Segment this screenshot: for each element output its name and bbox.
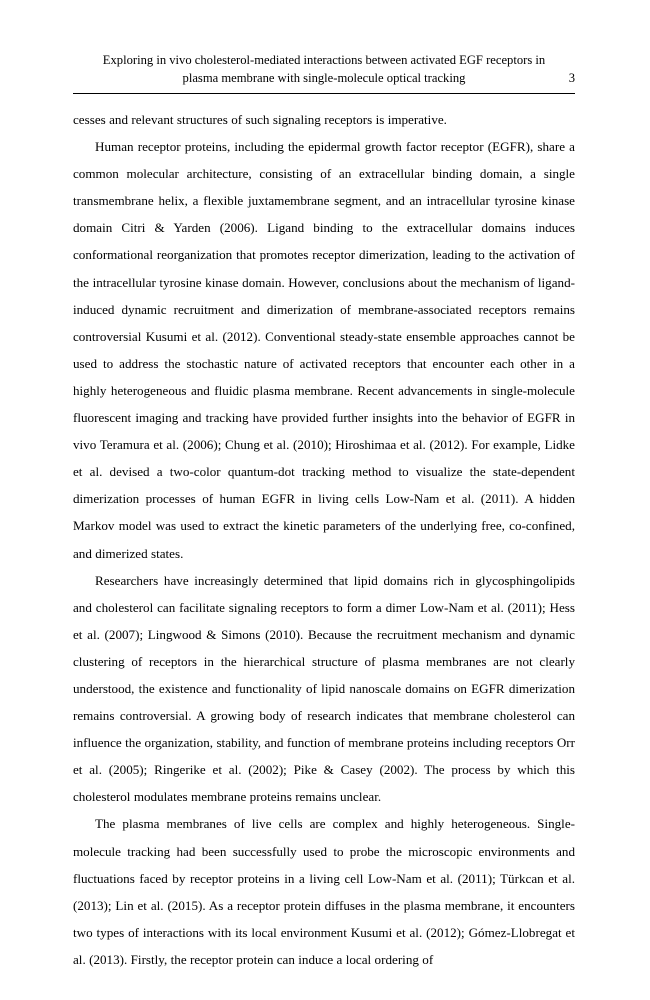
running-head [73,52,575,87]
running-head-line-2: plasma membrane with single-molecule optical tracking [182,70,466,85]
page-number: 3 [568,70,575,85]
running-head-line-1: Exploring in vivo cholesterol-mediated interactions between activated EGF receptors in [102,53,546,67]
header-rule [73,93,575,94]
paragraph-researchers-lipid-domains: Researchers have increasingly determined that lipid domains rich in glycosphingolipids and cholesterol can facilitate signaling receptors to form a dimer Low-Nam et al. (2011); Hess et al. (2007); Lingwood & Simons (2010). Because the recruitment mechanism and dynamic clustering of receptors in the hierarchical structure of plasma membranes are not clearly understood, the existence and functionality of lipid nanoscale domains on EGFR dimerization remains controversial. A growing body of research indicates that membrane cholesterol can influence the organization, stability, and function of membrane proteins including receptors Orr et al. (2005); Ringerike et al. (2002); Pike & Casey (2002). The process by which this cholesterol modulates membrane proteins remains unclear. [73,572,575,805]
running-head-line-2-row [73,70,575,88]
paragraph-continued: cesses and relevant structures of such signaling receptors is imperative. [73,112,447,127]
body-text-column [73,106,575,973]
paragraph-plasma-membranes-live-cells: The plasma membranes of live cells are complex and highly heterogeneous. Single-molecule tracking had been successfully used to probe the microscopic environments and fluctuations faced by receptor proteins in a living cell Low-Nam et al. (2011); Türkcan et al. (2013); Lin et al. (2015). As a receptor protein diffuses in the plasma membrane, it encounters two types of interactions with its local environment Kusumi et al. (2012); Gómez-Llobregat et al. (2013). Firstly, the receptor protein can induce a local ordering of [73,816,575,967]
paragraph-human-receptor-proteins: Human receptor proteins, including the epidermal growth factor receptor (EGFR), share a common molecular architecture, consisting of an extracellular binding domain, a single transmembrane helix, a flexible juxtamembrane segment, and an intracellular tyrosine kinase domain Citri & Yarden (2006). Ligand binding to the extracellular domains induces conformational reorganization that promotes receptor dimerization, leading to the activation of the intracellular tyrosine kinase domain. However, conclusions about the mechanism of ligand-induced dynamic recruitment and dimerization of membrane-associated receptors remains controversial Kusumi et al. (2012). Conventional steady-state ensemble approaches cannot be used to address the stochastic nature of activated receptors that encounter each other in a highly heterogeneous and fluidic plasma membrane. Recent advancements in single-molecule fluorescent imaging and tracking have provided further insights into the behavior of EGFR in vivo Teramura et al. (2006); Chung et al. (2010); Hiroshimaa et al. (2012). For example, Lidke et al. devised a two-color quantum-dot tracking method to visualize the state-dependent dimerization processes of human EGFR in living cells Low-Nam et al. (2011). A hidden Markov model was used to extract the kinetic parameters of the underlying free, co-confined, and dimerized states. [73,139,575,561]
